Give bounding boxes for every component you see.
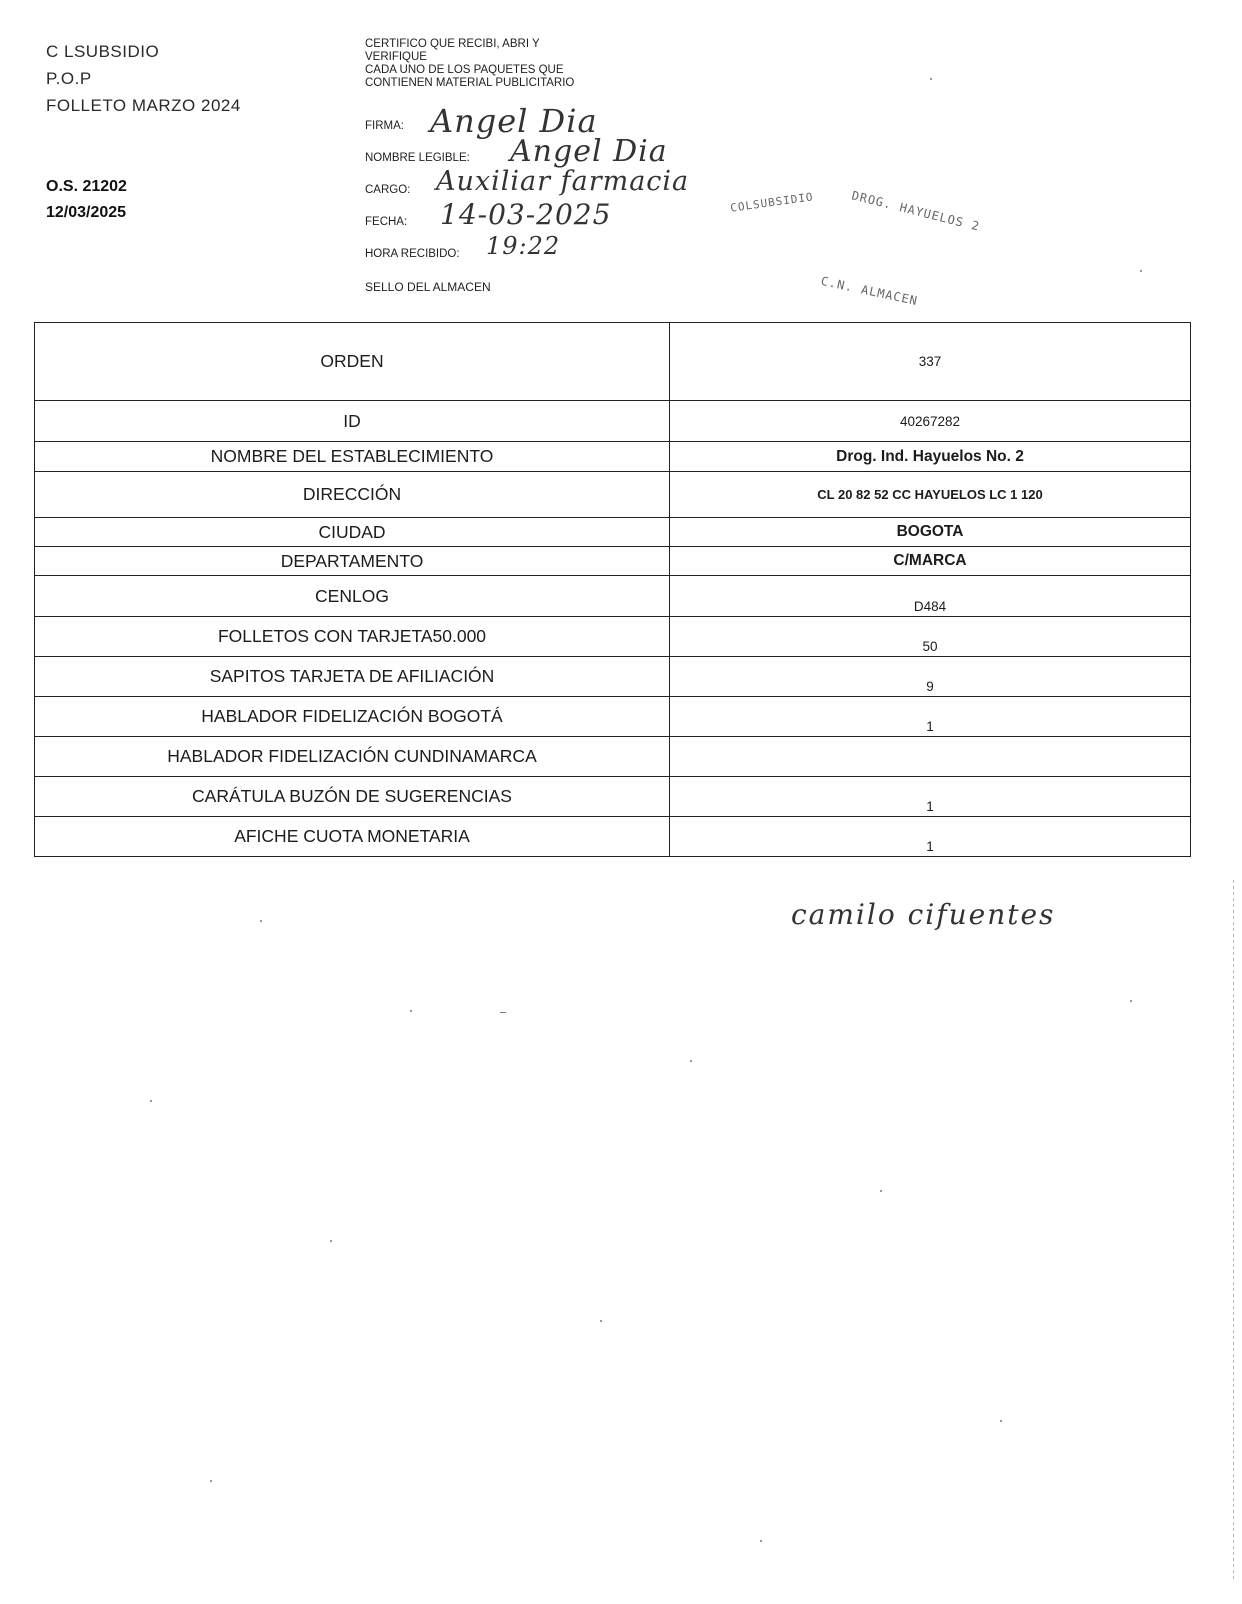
table-row xyxy=(35,442,1191,472)
delivery-table xyxy=(34,322,1191,857)
row-label: ORDEN xyxy=(35,323,670,401)
hora-value: 19:22 xyxy=(486,232,561,260)
cargo-label: CARGO: xyxy=(365,184,411,196)
row-label: SAPITOS TARJETA DE AFILIACIÓN xyxy=(35,657,670,697)
row-value: Drog. Ind. Hayuelos No. 2 xyxy=(670,442,1191,472)
row-label: HABLADOR FIDELIZACIÓN BOGOTÁ xyxy=(35,697,670,737)
row-value: 40267282 xyxy=(670,401,1191,442)
row-label: FOLLETOS CON TARJETA50.000 xyxy=(35,617,670,657)
scan-edge-line xyxy=(1233,880,1234,1580)
fecha-value: 14-03-2025 xyxy=(440,198,612,231)
cert-line: CADA UNO DE LOS PAQUETES QUE xyxy=(365,64,564,76)
row-value: 1 xyxy=(670,697,1191,737)
scan-speck xyxy=(690,1060,692,1062)
nombre-label: NOMBRE LEGIBLE: xyxy=(365,152,470,164)
cert-line: VERIFIQUE xyxy=(365,51,427,63)
scan-speck xyxy=(500,1012,506,1013)
row-label: DIRECCIÓN xyxy=(35,472,670,518)
scan-speck xyxy=(600,1320,602,1322)
nombre-value: Angel Dia xyxy=(510,134,668,169)
table-row xyxy=(35,323,1191,401)
cargo-value: Auxiliar farmacia xyxy=(436,166,690,197)
stamp-line-2: DROG. HAYUELOS 2 xyxy=(850,188,982,234)
row-label: CENLOG xyxy=(35,576,670,617)
row-label: ID xyxy=(35,401,670,442)
stamp-line-1: COLSUBSIDIO xyxy=(729,190,815,215)
hora-row xyxy=(365,248,460,260)
row-value: 337 xyxy=(670,323,1191,401)
scan-speck xyxy=(1140,270,1142,272)
scan-speck xyxy=(210,1480,212,1482)
table-row xyxy=(35,576,1191,617)
row-label: CARÁTULA BUZÓN DE SUGERENCIAS xyxy=(35,777,670,817)
row-value: D484 xyxy=(670,576,1191,617)
row-label: NOMBRE DEL ESTABLECIMIENTO xyxy=(35,442,670,472)
row-value: C/MARCA xyxy=(670,547,1191,576)
certification-text xyxy=(365,38,635,90)
stamp-line-3: C.N. ALMACEN xyxy=(819,273,920,309)
scan-speck xyxy=(880,1190,882,1192)
table-row xyxy=(35,777,1191,817)
row-value: 1 xyxy=(670,777,1191,817)
row-value: 50 xyxy=(670,617,1191,657)
table-row xyxy=(35,617,1191,657)
table-row xyxy=(35,472,1191,518)
table-row xyxy=(35,401,1191,442)
scan-speck xyxy=(1130,1000,1132,1002)
cargo-row xyxy=(365,184,410,196)
row-value: 1 xyxy=(670,817,1191,857)
row-value: CL 20 82 52 CC HAYUELOS LC 1 120 xyxy=(670,472,1191,518)
row-label: HABLADOR FIDELIZACIÓN CUNDINAMARCA xyxy=(35,737,670,777)
scan-speck xyxy=(260,920,262,922)
cert-line: CONTIENEN MATERIAL PUBLICITARIO xyxy=(365,77,575,89)
nombre-row xyxy=(365,152,470,164)
header-folleto: FOLLETO MARZO 2024 xyxy=(46,96,241,115)
row-value: BOGOTA xyxy=(670,518,1191,547)
table-row xyxy=(35,737,1191,777)
scan-speck xyxy=(760,1540,762,1542)
header-pop: P.O.P xyxy=(46,69,92,88)
order-date: 12/03/2025 xyxy=(46,204,127,221)
firma-signature: Angel Dia xyxy=(430,102,598,140)
row-label: AFICHE CUOTA MONETARIA xyxy=(35,817,670,857)
scan-speck xyxy=(150,1100,152,1102)
header-left xyxy=(46,38,241,119)
table-row xyxy=(35,547,1191,576)
row-label: CIUDAD xyxy=(35,518,670,547)
cert-line: CERTIFICO QUE RECIBI, ABRI Y xyxy=(365,38,540,50)
fecha-label: FECHA: xyxy=(365,216,408,228)
order-number: O.S. 21202 xyxy=(46,178,127,195)
row-value xyxy=(670,737,1191,777)
scan-speck xyxy=(330,1240,332,1242)
scan-speck xyxy=(410,1010,412,1012)
row-label: DEPARTAMENTO xyxy=(35,547,670,576)
scan-speck xyxy=(930,78,932,80)
firma-row xyxy=(365,120,404,132)
firma-label: FIRMA: xyxy=(365,120,404,132)
table-row xyxy=(35,518,1191,547)
row-value: 9 xyxy=(670,657,1191,697)
fecha-row xyxy=(365,216,407,228)
handwritten-name: camilo cifuentes xyxy=(791,898,1056,931)
scan-speck xyxy=(1000,1420,1002,1422)
table-row xyxy=(35,657,1191,697)
company-name: C LSUBSIDIO xyxy=(46,42,160,61)
order-block xyxy=(46,174,127,226)
table-row xyxy=(35,817,1191,857)
sello-label: SELLO DEL ALMACEN xyxy=(365,280,491,294)
table-row xyxy=(35,697,1191,737)
hora-label: HORA RECIBIDO: xyxy=(365,248,460,260)
